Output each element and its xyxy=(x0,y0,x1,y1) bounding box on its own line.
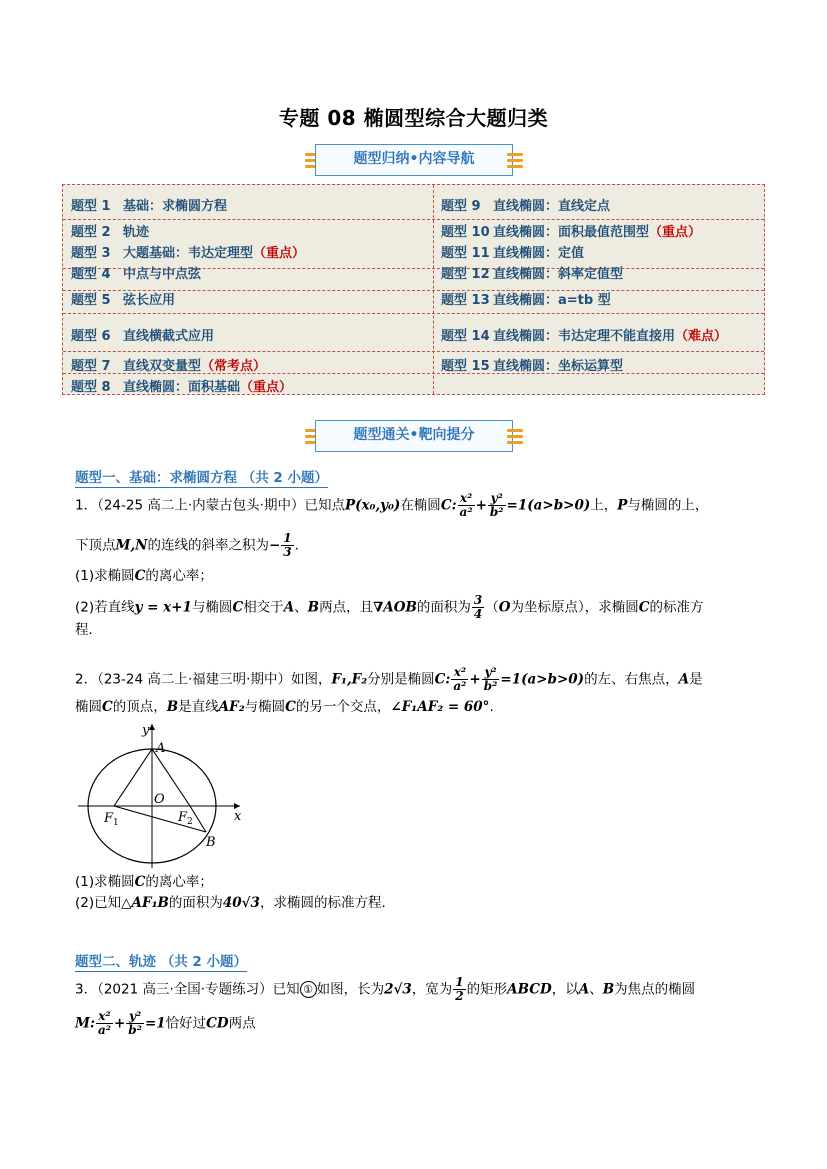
question-3-line-2: M: $\frac{\text{x²}}{\text{a²}}$ + $\frac{\text{y²}}{\text{b²}}$ =1恰好过CD两点 xyxy=(75,1009,256,1037)
question-1-sub-2-cont: 程． xyxy=(75,622,102,638)
question-2-sub-2: (2)已知△AF₁B的面积为40√3，求椭圆的标准方程. xyxy=(75,895,386,911)
question-2-sub-1: (1)求椭圆C的离心率； xyxy=(75,874,213,890)
toc-item-1[interactable]: 题型 1 基础：求椭圆方程 xyxy=(71,199,228,214)
toc-item-5[interactable]: 题型 5 弦长应用 xyxy=(71,293,176,308)
label-x: x xyxy=(234,809,242,824)
toc-item-2[interactable]: 题型 2 轨迹 xyxy=(71,225,150,240)
label-y: y xyxy=(142,723,150,738)
banner-label: 题型归纳•内容导航 xyxy=(315,144,513,176)
question-1-sub-2: (2)若直线y = x+1与椭圆C相交于A、B两点，且∇AOB的面积为 $\frac{3}{4}$ （O为坐标原点），求椭圆C的标准方 xyxy=(75,593,704,621)
label-f1: $F_1$ xyxy=(104,811,119,828)
toc-item-15[interactable]: 题型 15 直线椭圆：坐标运算型 xyxy=(441,359,624,374)
question-2-line-2: 椭圆C的顶点，B是直线AF₂与椭圆C的另一个交点，∠F₁AF₂ = 60°. xyxy=(75,699,494,715)
section-heading-2[interactable]: 题型二、轨迹 （共 2 小题） xyxy=(75,950,247,972)
toc-item-8[interactable]: 题型 8 直线椭圆：面积基础（重点） xyxy=(71,380,293,395)
toc-table xyxy=(62,184,765,395)
toc-item-11[interactable]: 题型 11 直线椭圆：定值 xyxy=(441,246,585,261)
toc-item-3[interactable]: 题型 3 大题基础：韦达定理型（重点） xyxy=(71,246,306,261)
toc-item-6[interactable]: 题型 6 直线横截式应用 xyxy=(71,329,215,344)
label-a: A xyxy=(156,741,166,756)
question-1-sub-1: (1)求椭圆C的离心率； xyxy=(75,568,213,584)
toc-item-10[interactable]: 题型 10 直线椭圆：面积最值范围型（重点） xyxy=(441,225,702,240)
toc-item-4[interactable]: 题型 4 中点与中点弦 xyxy=(71,267,202,282)
question-3-line-1: 3．（2021 高三·全国·专题练习）已知 ① 如图，长为2√3，宽为 $\frac{1}{2}$ 的矩形ABCD，以A、B为焦点的椭圆 xyxy=(75,975,696,1003)
banner-label: 题型通关•靶向提分 xyxy=(315,420,513,452)
decor-icon xyxy=(507,426,523,446)
question-2-line-1: 2．（23-24 高二上·福建三明·期中）如图，F₁,F₂分别是椭圆C: $\frac{\text{x²}}{\text{a²}}$ + $\frac{\text{y²}}{\text{b²}}$ =1(a>b>0)的左、右焦点，A是 xyxy=(75,665,703,693)
question-1-line-1: 1．（24-25 高二上·内蒙古包头·期中）已知点P(x₀,y₀)在椭圆C: $\frac{\text{x²}}{\text{a²}}$ + $\frac{\text{y²}}{\text{b²}}$ =1(a>b>0)上，P与椭圆的上， xyxy=(75,491,709,519)
banner-content-nav xyxy=(305,144,523,178)
label-f2: $F_2$ xyxy=(178,810,193,827)
toc-item-9[interactable]: 题型 9 直线椭圆：直线定点 xyxy=(441,199,611,214)
toc-item-7[interactable]: 题型 7 直线双变量型（常考点） xyxy=(71,359,267,374)
toc-item-14[interactable]: 题型 14 直线椭圆：韦达定理不能直接用（难点） xyxy=(441,329,728,344)
toc-item-13[interactable]: 题型 13 直线椭圆：a=tb 型 xyxy=(441,293,611,308)
toc-item-12[interactable]: 题型 12 直线椭圆：斜率定值型 xyxy=(441,267,624,282)
page-title: 专题 08 椭圆型综合大题归类 xyxy=(278,106,549,130)
section-heading-1[interactable]: 题型一、基础：求椭圆方程 （共 2 小题） xyxy=(75,466,328,488)
banner-practice xyxy=(305,420,523,454)
decor-icon xyxy=(507,150,523,170)
ellipse-figure xyxy=(72,720,247,870)
label-b: B xyxy=(206,835,216,850)
question-1-line-2: 下顶点M,N的连线的斜率之积为− $\frac{1}{3}$ . xyxy=(75,531,299,559)
label-o: O xyxy=(154,792,165,807)
